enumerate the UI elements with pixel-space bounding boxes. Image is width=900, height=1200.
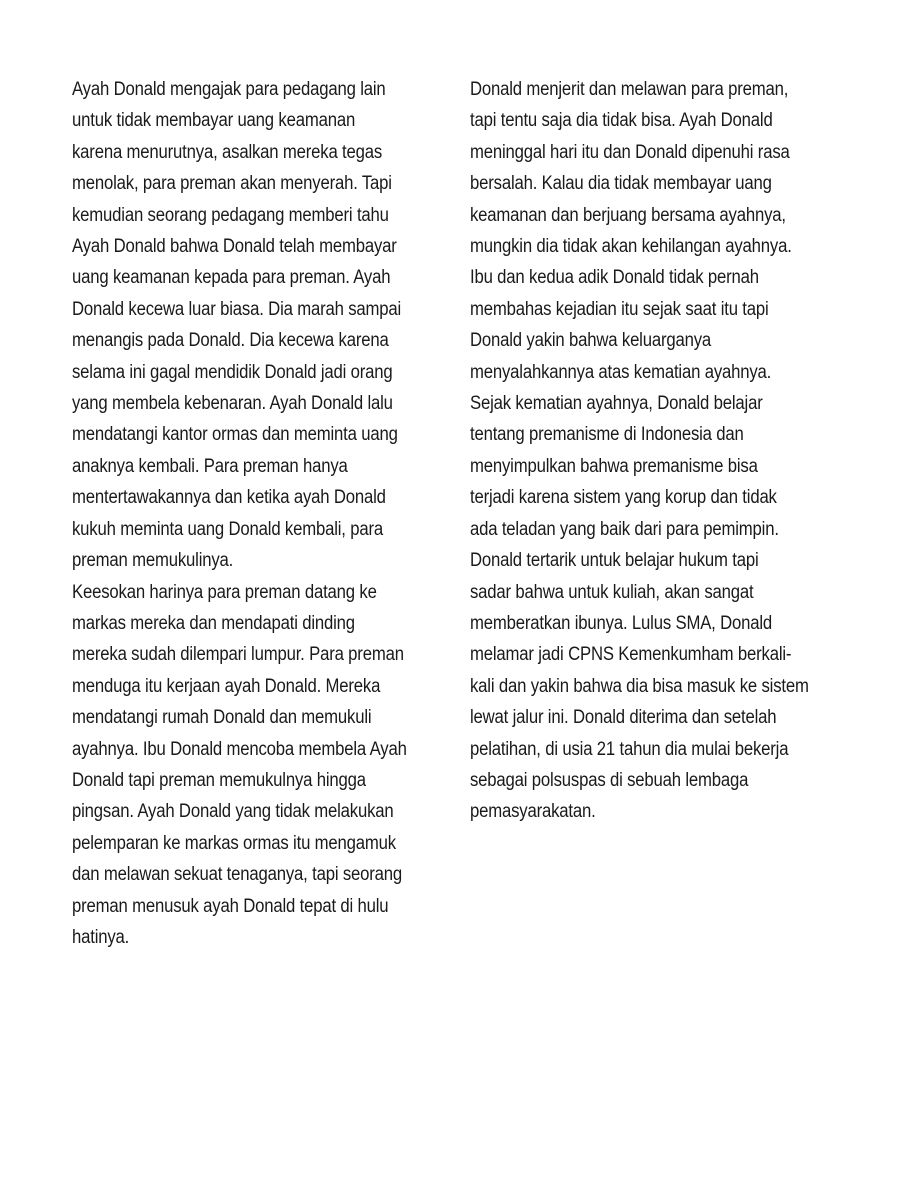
text-line: menolak, para preman akan menyerah. Tapi [72, 173, 392, 195]
text-line: Sejak kematian ayahnya, Donald belajar [470, 393, 763, 415]
text-line: mendatangi rumah Donald dan memukuli [72, 707, 372, 729]
text-line: Ayah Donald mengajak para pedagang lain [72, 79, 386, 100]
right-text-column [470, 74, 838, 828]
text-line: pingsan. Ayah Donald yang tidak melakukan [72, 801, 394, 823]
text-line: mungkin dia tidak akan kehilangan ayahnya. [470, 236, 792, 258]
text-line: dan melawan sekuat tenaganya, tapi seorang [72, 864, 403, 886]
text-line: membahas kejadian itu sejak saat itu tapi [470, 298, 769, 320]
text-line: selama ini gagal mendidik Donald jadi orang [72, 361, 393, 383]
text-line: untuk tidak membayar uang keamanan [72, 110, 356, 132]
text-line: menyimpulkan bahwa premanisme bisa [470, 455, 758, 477]
text-line: pelatihan, di usia 21 tahun dia mulai bekerja [470, 738, 789, 760]
text-line: menangis pada Donald. Dia kecewa karena [72, 330, 389, 352]
text-line: mendatangi kantor ormas dan meminta uang [72, 424, 398, 446]
text-line: sebagai polsuspas di sebuah lembaga [470, 769, 749, 791]
text-line: Donald tapi preman memukulnya hingga [72, 769, 366, 791]
text-line: anaknya kembali. Para preman hanya [72, 455, 348, 477]
text-line: melamar jadi CPNS Kemenkumham berkali- [470, 644, 792, 666]
text-line: karena menurutnya, asalkan mereka tegas [72, 141, 383, 163]
text-line: preman menusuk ayah Donald tepat di hulu [72, 895, 389, 917]
text-line: Donald kecewa luar biasa. Dia marah sampai [72, 298, 402, 320]
text-line: mereka sudah dilempari lumpur. Para preman [72, 644, 404, 666]
text-line: pelemparan ke markas ormas itu mengamuk [72, 832, 396, 854]
text-line: Donald tertarik untuk belajar hukum tapi [470, 550, 759, 572]
text-line: keamanan dan berjuang bersama ayahnya, [470, 204, 786, 226]
text-line: Donald menjerit dan melawan para preman, [470, 79, 789, 100]
text-line: ayahnya. Ibu Donald mencoba membela Ayah [72, 738, 407, 760]
text-line: lewat jalur ini. Donald diterima dan setelah [470, 707, 777, 729]
text-line: uang keamanan kepada para preman. Ayah [72, 267, 391, 289]
text-line: ada teladan yang baik dari para pemimpin. [470, 518, 779, 540]
text-line: terjadi karena sistem yang korup dan tidak [470, 487, 777, 509]
text-line: Keesokan harinya para preman datang ke [72, 581, 377, 603]
text-line: bersalah. Kalau dia tidak membayar uang [470, 173, 772, 195]
text-line: Ibu dan kedua adik Donald tidak pernah [470, 267, 759, 289]
text-line: Donald yakin bahwa keluarganya [470, 330, 712, 352]
text-line: preman memukulinya. [72, 550, 234, 572]
text-line: sadar bahwa untuk kuliah, akan sangat [470, 581, 754, 603]
text-line: hatinya. [72, 926, 130, 948]
text-line: pemasyarakatan. [470, 801, 596, 823]
text-line: kukuh meminta uang Donald kembali, para [72, 518, 383, 540]
text-line: meninggal hari itu dan Donald dipenuhi rasa [470, 141, 790, 163]
text-line: tentang premanisme di Indonesia dan [470, 424, 744, 446]
text-line: menyalahkannya atas kematian ayahnya. [470, 361, 772, 383]
text-line: tapi tentu saja dia tidak bisa. Ayah Donald [470, 110, 773, 132]
text-line: menduga itu kerjaan ayah Donald. Mereka [72, 675, 381, 697]
text-line: yang membela kebenaran. Ayah Donald lalu [72, 393, 393, 415]
left-text-column [72, 74, 435, 953]
text-line: kemudian seorang pedagang memberi tahu [72, 204, 389, 226]
text-line: mentertawakannya dan ketika ayah Donald [72, 487, 386, 509]
text-line: memberatkan ibunya. Lulus SMA, Donald [470, 612, 773, 634]
text-line: markas mereka dan mendapati dinding [72, 612, 355, 634]
text-line: kali dan yakin bahwa dia bisa masuk ke sistem [470, 675, 809, 697]
text-line: Ayah Donald bahwa Donald telah membayar [72, 236, 397, 258]
